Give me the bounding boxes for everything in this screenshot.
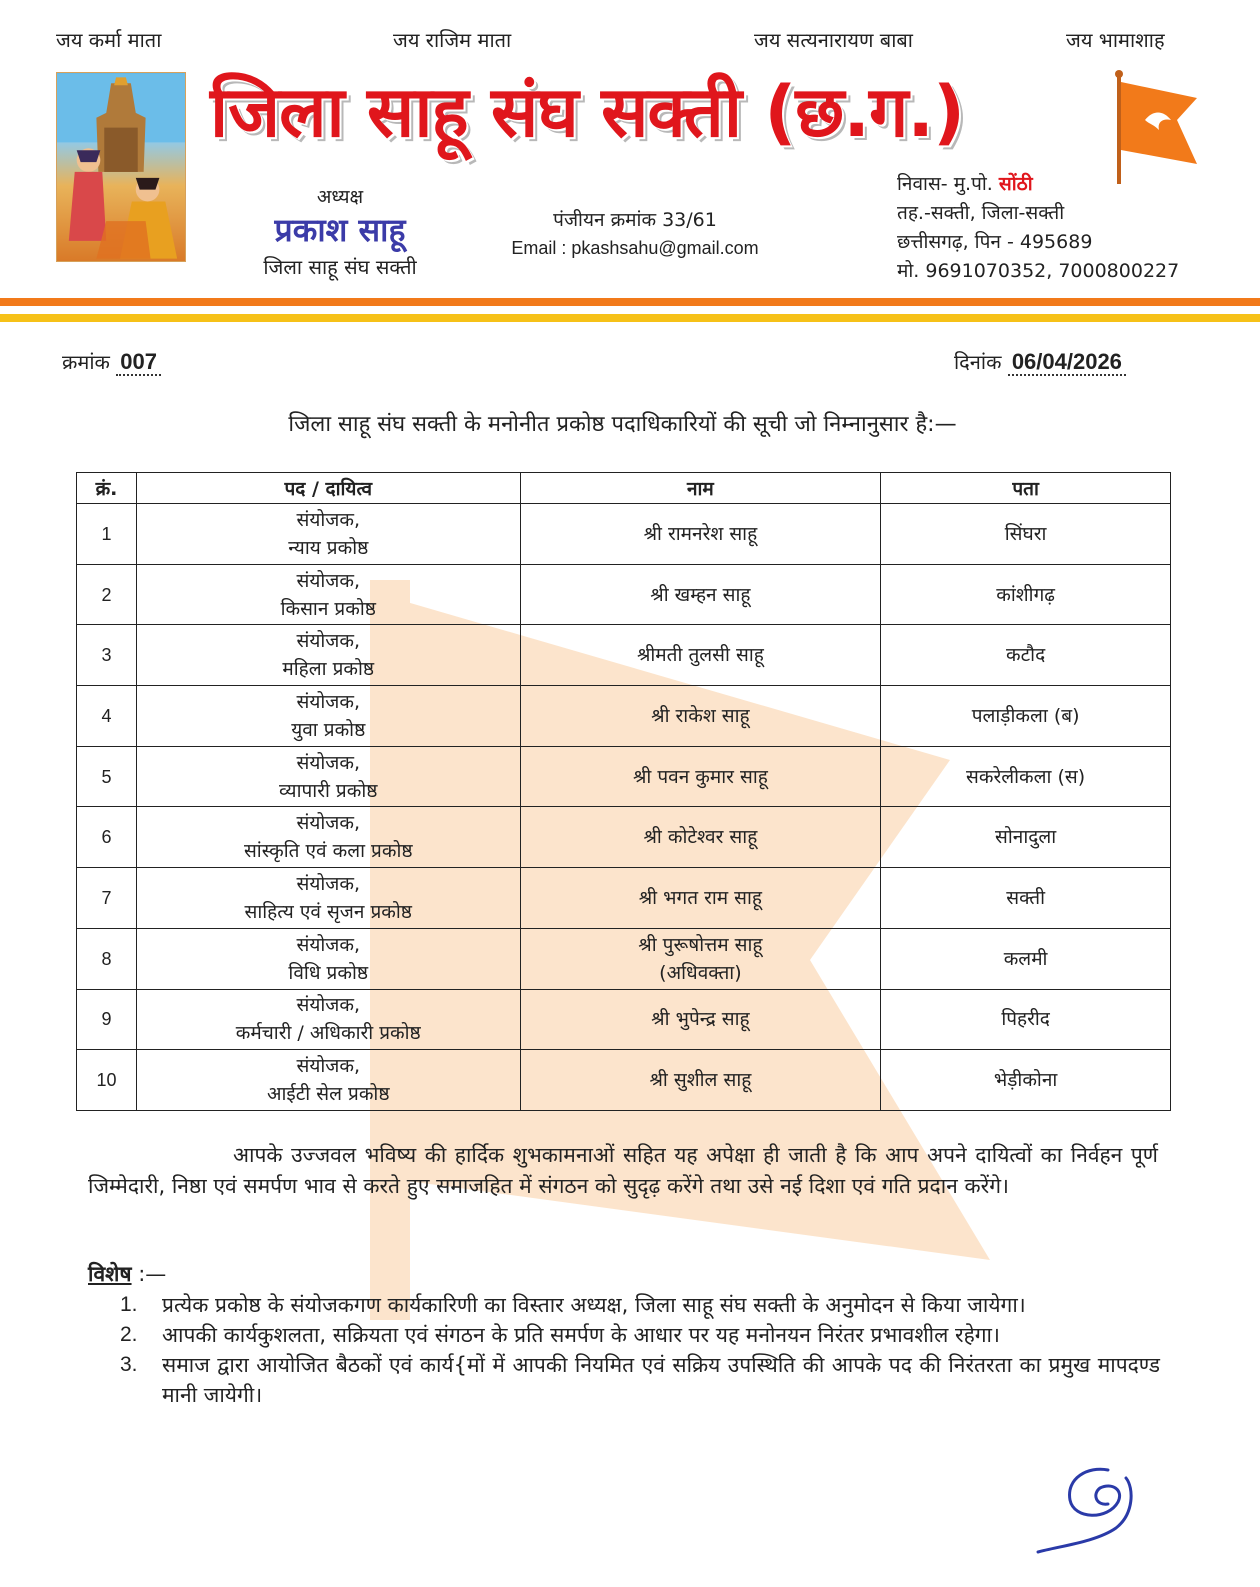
role-title: संयोजक, [296, 751, 361, 774]
serial-number: 7 [101, 887, 112, 908]
note-number: 1. [120, 1293, 138, 1316]
member-name: श्री सुशील साहू [649, 1069, 752, 1092]
role-cell [136, 928, 520, 989]
member-address: कटौद [1006, 644, 1046, 667]
member-name: श्री राकेश साहू [651, 704, 750, 727]
member-name: श्री कोटेश्वर साहू [643, 826, 758, 849]
serial-cell [77, 686, 137, 747]
signature-icon [1030, 1448, 1160, 1558]
member-address: कांशीगढ़ [996, 583, 1055, 606]
registration-number: पंजीयन क्रमांक 33/61 [553, 209, 717, 231]
serial-cell [77, 807, 137, 868]
organization-title: जिला साहू संघ सक्ती (छ.ग.) [210, 71, 964, 153]
reference-number [62, 348, 161, 375]
president-role: अध्यक्ष [316, 186, 364, 208]
table-row [77, 868, 1171, 929]
serial-cell [77, 625, 137, 686]
address-cell [881, 928, 1171, 989]
serial-cell [77, 868, 137, 929]
name-cell [520, 928, 881, 989]
blessing-rajim-mata: जय राजिम माता [393, 28, 512, 52]
role-cell-name: व्यापारी प्रकोष्ठ [279, 779, 378, 802]
table-row [77, 928, 1171, 989]
role-cell-name: आईटी सेल प्रकोष्ठ [266, 1083, 390, 1106]
note-text: आपकी कार्यकुशलता, सक्रियता एवं संगठन के प्रति समर्पण के आधार पर यह मनोनयन निरंतर प्रभावशील रहेगा। [162, 1323, 1000, 1347]
address-cell [881, 746, 1171, 807]
special-notes-list [120, 1290, 1160, 1410]
role-cell-name: युवा प्रकोष्ठ [291, 718, 366, 741]
yellow-divider [0, 314, 1260, 322]
serial-number: 8 [101, 948, 112, 969]
address-line-1 [897, 170, 1237, 199]
serial-number: 5 [101, 766, 112, 787]
role-cell-name: न्याय प्रकोष्ठ [288, 536, 369, 559]
member-address: पिहरीद [1001, 1008, 1050, 1031]
role-cell [136, 504, 520, 565]
role-title: संयोजक, [296, 872, 361, 895]
special-label: विशेष [88, 1262, 132, 1286]
reference-label: क्रमांक [62, 350, 110, 374]
role-title: संयोजक, [296, 812, 361, 835]
serial-cell [77, 746, 137, 807]
role-cell-name: साहित्य एवं सृजन प्रकोष्ठ [244, 900, 412, 923]
orange-divider [0, 298, 1260, 306]
note-item [120, 1320, 1160, 1350]
office-bearers-table [76, 472, 1171, 1111]
serial-number: 6 [101, 827, 112, 848]
president-name: प्रकाश साहू [274, 211, 406, 249]
address-cell [881, 564, 1171, 625]
special-heading [88, 1260, 166, 1288]
member-name: श्री पुरूषोत्तम साहू [638, 933, 763, 956]
role-title: संयोजक, [296, 630, 361, 653]
email-address: Email : pkashsahu@gmail.com [511, 238, 759, 258]
role-cell [136, 868, 520, 929]
role-cell [136, 746, 520, 807]
reference-value: 007 [116, 349, 161, 376]
role-title: संयोजक, [296, 933, 361, 956]
address-line-4: मो. 9691070352, 7000800227 [897, 260, 1180, 282]
table-row [77, 1050, 1171, 1111]
serial-number: 1 [101, 523, 112, 544]
member-address: भेड़ीकोना [993, 1069, 1058, 1092]
role-cell-name: सांस्कृति एवं कला प्रकोष्ठ [243, 840, 413, 863]
member-name: श्री भुपेन्द्र साहू [651, 1008, 750, 1031]
note-item [120, 1290, 1160, 1320]
residence-prefix: निवास- मु.पो. [897, 173, 993, 195]
name-cell [520, 625, 881, 686]
name-cell [520, 1050, 881, 1111]
header-address: पता [881, 473, 1171, 504]
wishes-paragraph: आपके उज्जवल भविष्य की हार्दिक शुभकामनाओं सहित यह अपेक्षा ही जाती है कि आप अपने दायित्वों का निर्वहन पूर्ण जिम्मेदारी, निष्ठा एवं समर्पण भाव से करते हुए समाजहित में संगठन को सुदृढ़ करेंगे तथा उसे नई दिशा एवं गति प्रदान करेंगे। [88, 1143, 1158, 1198]
blessings-row [0, 26, 1260, 56]
role-cell-name: विधि प्रकोष्ठ [288, 961, 369, 984]
table-row [77, 807, 1171, 868]
deity-illustration-icon [57, 73, 185, 261]
address-cell [881, 1050, 1171, 1111]
member-address: कलमी [1003, 947, 1048, 970]
serial-cell [77, 989, 137, 1050]
table-row [77, 625, 1171, 686]
serial-cell [77, 1050, 137, 1111]
serial-number: 9 [101, 1009, 112, 1030]
address-line-3: छत्तीसगढ़, पिन - 495689 [897, 231, 1093, 253]
blessing-karma-mata: जय कर्मा माता [56, 28, 162, 52]
role-cell-name: किसान प्रकोष्ठ [280, 597, 376, 620]
role-title: संयोजक, [296, 569, 361, 592]
president-block [210, 183, 470, 280]
note-text: प्रत्येक प्रकोष्ठ के संयोजकगण कार्यकारिणी का विस्तार अध्यक्ष, जिला साहू संघ सक्ती के अनुमोदन से किया जायेगा। [162, 1293, 1026, 1317]
name-cell [520, 686, 881, 747]
blessing-satyanarayan-baba: जय सत्यनारायण बाबा [754, 28, 913, 52]
special-suffix: :— [131, 1262, 167, 1286]
serial-number: 4 [101, 705, 112, 726]
note-text: समाज द्वारा आयोजित बैठकों एवं कार्य{मों में आपकी नियमित एवं सक्रिय उपस्थिति की आपके पद की निरंतरता का प्रमुख मापदण्ड मानी जायेगी। [162, 1353, 1160, 1407]
member-name: श्री पवन कुमार साहू [632, 765, 768, 788]
name-cell [520, 746, 881, 807]
name-cell [520, 989, 881, 1050]
member-address: सक्ती [1006, 886, 1045, 909]
serial-number: 2 [101, 584, 112, 605]
president-org: जिला साहू संघ सक्ती [263, 255, 417, 279]
member-address: सकरेलीकला (स) [966, 765, 1086, 788]
role-cell [136, 625, 520, 686]
address-cell [881, 807, 1171, 868]
address-block [897, 170, 1237, 286]
address-cell [881, 625, 1171, 686]
member-address: सोनादुला [995, 826, 1057, 849]
date-value: 06/04/2026 [1008, 349, 1126, 376]
village-name: सोंठी [998, 173, 1033, 195]
deity-image [56, 72, 186, 262]
name-cell [520, 564, 881, 625]
member-address: पलाड़ीकला (ब) [971, 704, 1080, 727]
header-serial: क्रं. [77, 473, 137, 504]
member-name: श्रीमती तुलसी साहू [636, 644, 764, 667]
role-cell [136, 564, 520, 625]
table-row [77, 989, 1171, 1050]
table-row [77, 564, 1171, 625]
role-cell [136, 989, 520, 1050]
name-cell [520, 807, 881, 868]
intro-text: जिला साहू संघ सक्ती के मनोनीत प्रकोष्ठ पदाधिकारियों की सूची जो निम्नानुसार है:— [288, 412, 957, 437]
member-name: श्री खम्हन साहू [650, 583, 751, 606]
address-cell [881, 504, 1171, 565]
role-cell [136, 807, 520, 868]
role-title: संयोजक, [296, 690, 361, 713]
role-cell-name: कर्मचारी / अधिकारी प्रकोष्ठ [235, 1022, 421, 1045]
role-cell [136, 686, 520, 747]
serial-cell [77, 564, 137, 625]
note-item [120, 1350, 1160, 1410]
member-name: श्री भगत राम साहू [638, 886, 763, 909]
serial-cell [77, 504, 137, 565]
member-designation: (अधिवक्ता) [659, 961, 742, 984]
table-row [77, 504, 1171, 565]
address-cell [881, 686, 1171, 747]
name-cell [520, 504, 881, 565]
address-line-2: तह.-सक्ती, जिला-सक्ती [897, 202, 1065, 224]
blessing-bhamashah: जय भामाशाह [1066, 28, 1165, 52]
name-cell [520, 868, 881, 929]
serial-number: 10 [96, 1070, 117, 1091]
table-body [77, 504, 1171, 1111]
document-date [954, 348, 1126, 375]
role-title: संयोजक, [296, 994, 361, 1017]
serial-cell [77, 928, 137, 989]
registration-block [490, 206, 780, 259]
note-number: 3. [120, 1353, 138, 1376]
role-cell [136, 1050, 520, 1111]
table-row [77, 686, 1171, 747]
table-header-row [77, 473, 1171, 504]
role-title: संयोजक, [296, 1055, 361, 1078]
table-row [77, 746, 1171, 807]
address-cell [881, 868, 1171, 929]
address-cell [881, 989, 1171, 1050]
header-name: नाम [520, 473, 881, 504]
member-address: सिंघरा [1004, 522, 1047, 545]
date-label: दिनांक [954, 350, 1002, 374]
note-number: 2. [120, 1323, 138, 1346]
role-cell-name: महिला प्रकोष्ठ [282, 658, 375, 681]
serial-number: 3 [101, 645, 112, 666]
header-role: पद / दायित्व [136, 473, 520, 504]
role-title: संयोजक, [296, 508, 361, 531]
member-name: श्री रामनरेश साहू [643, 522, 758, 545]
